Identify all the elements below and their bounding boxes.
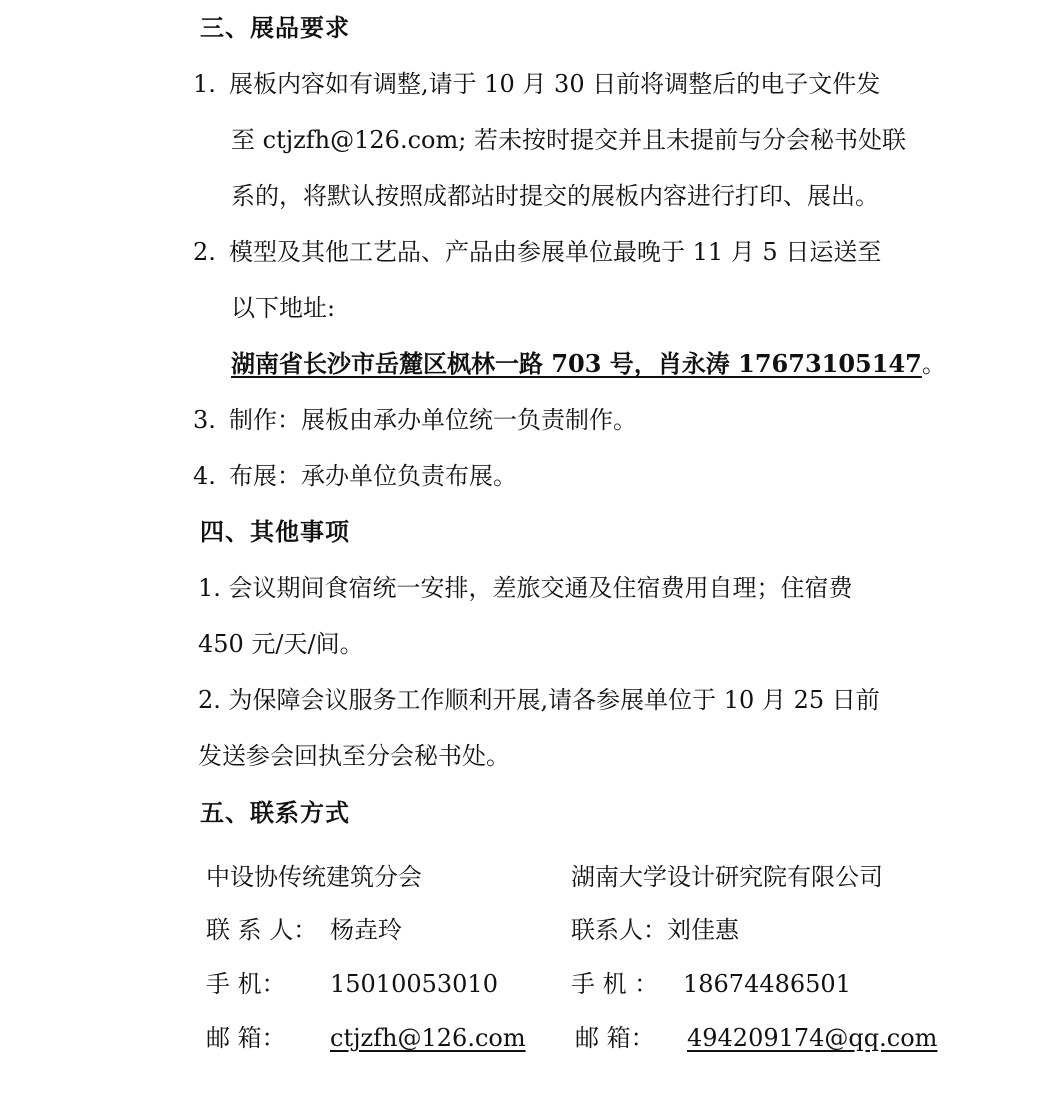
email-label: 邮 箱： [575, 1024, 655, 1052]
list-number: 2. [193, 238, 216, 266]
address-end: 。 [921, 350, 946, 378]
other-item-2-line-2: 发送参会回执至分会秘书处。 [198, 742, 510, 770]
left-phone [206, 969, 498, 999]
left-org-name: 中设协传统建筑分会 [206, 863, 422, 891]
list-item-2-line-1 [193, 237, 881, 267]
contact-name: 刘佳惠 [667, 916, 739, 944]
list-number: 1. [193, 70, 216, 98]
other-item-2-line-1: 2. 为保障会议服务工作顺利开展,请各参展单位于 10 月 25 日前 [198, 686, 880, 714]
section-heading-other-matters: 四、其他事项 [200, 517, 350, 546]
list-text: 模型及其他工艺品、产品由参展单位最晚于 11 月 5 日运送至 [229, 238, 882, 266]
phone-number: 15010053010 [330, 970, 498, 998]
list-item-4 [193, 461, 517, 491]
right-contact-person [571, 915, 739, 945]
left-email [206, 1023, 526, 1053]
phone-number: 18674486501 [683, 970, 851, 998]
contact-name: 杨垚玲 [330, 916, 402, 944]
phone-label: 手 机 ： [571, 970, 659, 998]
other-item-1-line-2: 450 元/天/间。 [198, 630, 364, 658]
email-link[interactable]: 494209174@qq.com [687, 1024, 938, 1052]
right-phone [571, 969, 851, 999]
shipping-address-line [231, 349, 946, 379]
list-text: 布展：承办单位负责布展。 [229, 462, 517, 490]
email-link[interactable]: ctjzfh@126.com [330, 1024, 526, 1052]
list-number: 4. [193, 462, 216, 490]
contact-label: 联系人： [571, 916, 667, 944]
shipping-address: 湖南省长沙市岳麓区枫林一路 703 号，肖永涛 17673105147 [231, 349, 922, 378]
other-item-1-line-1: 1. 会议期间食宿统一安排，差旅交通及住宿费用自理；住宿费 [198, 574, 853, 602]
list-item-2-line-2: 以下地址: [231, 294, 336, 322]
list-number: 3. [193, 406, 216, 434]
list-item-3 [193, 405, 637, 435]
right-org-name: 湖南大学设计研究院有限公司 [571, 863, 883, 891]
right-email [575, 1023, 937, 1053]
list-text: 制作：展板由承办单位统一负责制作。 [229, 406, 637, 434]
left-contact-person [206, 915, 402, 945]
list-item-1-line-3: 系的，将默认按照成都站时提交的展板内容进行打印、展出。 [231, 182, 879, 210]
section-heading-exhibit-requirements: 三、展品要求 [200, 13, 350, 42]
list-item-1-line-1 [193, 69, 880, 99]
section-heading-contact: 五、联系方式 [200, 798, 350, 827]
list-text: 展板内容如有调整,请于 10 月 30 日前将调整后的电子文件发 [229, 70, 881, 98]
email-label: 邮 箱： [206, 1024, 286, 1052]
phone-label: 手 机： [206, 970, 286, 998]
contact-label: 联 系 人： [206, 916, 318, 944]
list-item-1-line-2: 至 ctjzfh@126.com; 若未按时提交并且未提前与分会秘书处联 [231, 126, 906, 154]
